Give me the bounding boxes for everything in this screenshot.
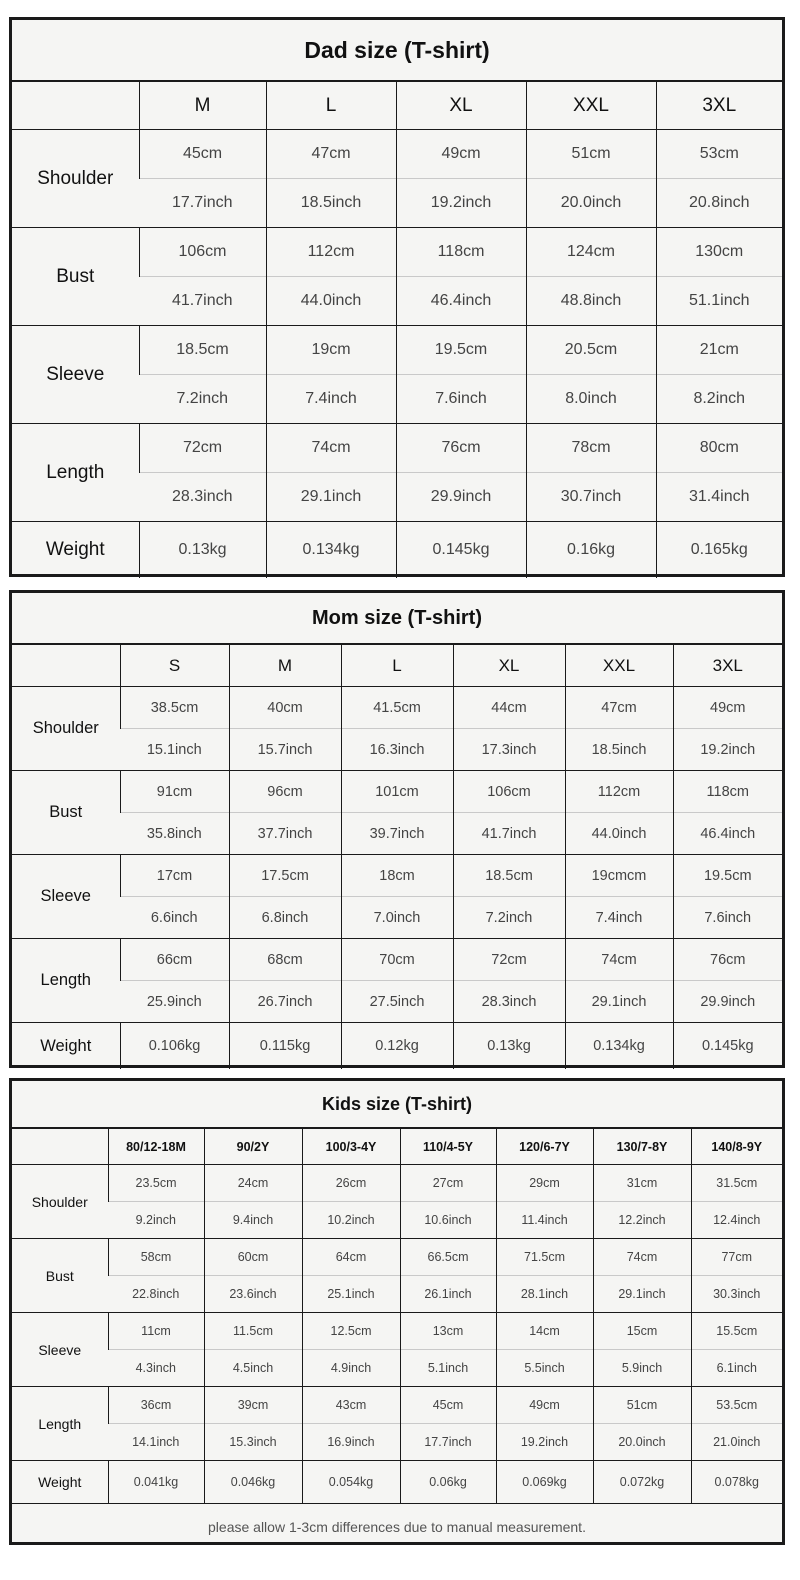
cm-value: 106cm [453,771,565,813]
cm-value: 17cm [120,855,229,897]
size-header: XXL [565,645,673,687]
inch-value: 8.2inch [656,375,782,424]
inch-value: 31.4inch [656,473,782,522]
length-inch-row [12,981,782,1023]
cm-value: 49cm [673,687,782,729]
shoulder-inch-row [12,1202,782,1239]
measurement-label: Length [12,424,139,522]
measurement-label: Bust [12,771,120,855]
inch-value: 7.0inch [341,897,453,939]
cm-value: 80cm [656,424,782,473]
inch-value: 29.1inch [266,473,396,522]
measurement-label: Length [12,939,120,1023]
cm-value: 106cm [139,228,266,277]
cm-value: 58cm [108,1239,204,1276]
inch-value: 17.7inch [400,1424,496,1461]
sleeve-cm-row [12,855,782,897]
cm-value: 72cm [139,424,266,473]
measurement-label: Bust [12,228,139,326]
cm-value: 40cm [229,687,341,729]
inch-value: 14.1inch [108,1424,204,1461]
cm-value: 76cm [396,424,526,473]
weight-value: 0.12kg [341,1023,453,1070]
cm-value: 51cm [526,130,656,179]
cm-value: 27cm [400,1165,496,1202]
cm-value: 24cm [204,1165,302,1202]
size-header: 3XL [656,82,782,130]
inch-value: 20.8inch [656,179,782,228]
inch-value: 7.6inch [673,897,782,939]
cm-value: 51cm [593,1387,691,1424]
inch-value: 7.4inch [266,375,396,424]
cm-value: 118cm [396,228,526,277]
cm-value: 130cm [656,228,782,277]
shoulder-inch-row [12,729,782,771]
size-header: M [139,82,266,130]
inch-value: 46.4inch [396,277,526,326]
inch-value: 26.7inch [229,981,341,1023]
size-header: 3XL [673,645,782,687]
measurement-label: Sleeve [12,855,120,939]
inch-value: 17.3inch [453,729,565,771]
cm-value: 39cm [204,1387,302,1424]
inch-value: 28.3inch [139,473,266,522]
shoulder-cm-row [12,687,782,729]
cm-value: 68cm [229,939,341,981]
inch-value: 11.4inch [496,1202,593,1239]
cm-value: 74cm [266,424,396,473]
cm-value: 31.5cm [691,1165,782,1202]
note-row [12,1504,782,1551]
cm-value: 17.5cm [229,855,341,897]
bust-cm-row [12,771,782,813]
inch-value: 41.7inch [139,277,266,326]
inch-value: 9.2inch [108,1202,204,1239]
size-header: 120/6-7Y [496,1129,593,1165]
inch-value: 23.6inch [204,1276,302,1313]
inch-value: 29.9inch [673,981,782,1023]
inch-value: 28.1inch [496,1276,593,1313]
cm-value: 18.5cm [453,855,565,897]
cm-value: 118cm [673,771,782,813]
inch-value: 44.0inch [266,277,396,326]
inch-value: 18.5inch [565,729,673,771]
weight-value: 0.06kg [400,1461,496,1504]
size-header: 130/7-8Y [593,1129,691,1165]
measurement-label: Shoulder [12,1165,108,1239]
inch-value: 41.7inch [453,813,565,855]
inch-value: 12.2inch [593,1202,691,1239]
bust-inch-row [12,1276,782,1313]
inch-value: 51.1inch [656,277,782,326]
inch-value: 19.2inch [673,729,782,771]
inch-value: 35.8inch [120,813,229,855]
weight-value: 0.145kg [396,522,526,579]
weight-row [12,1023,782,1070]
inch-value: 10.2inch [302,1202,400,1239]
size-header: 110/4-5Y [400,1129,496,1165]
size-header: 140/8-9Y [691,1129,782,1165]
size-header: S [120,645,229,687]
chart-title: Dad size (T-shirt) [12,20,782,82]
bust-cm-row [12,228,782,277]
cm-value: 70cm [341,939,453,981]
length-cm-row [12,424,782,473]
sleeve-inch-row [12,1350,782,1387]
size-header: 100/3-4Y [302,1129,400,1165]
cm-value: 21cm [656,326,782,375]
cm-value: 66.5cm [400,1239,496,1276]
inch-value: 27.5inch [341,981,453,1023]
size-header-row [12,82,782,130]
cm-value: 53.5cm [691,1387,782,1424]
measurement-label: Shoulder [12,130,139,228]
inch-value: 4.3inch [108,1350,204,1387]
cm-value: 64cm [302,1239,400,1276]
cm-value: 23.5cm [108,1165,204,1202]
inch-value: 6.6inch [120,897,229,939]
measurement-note: please allow 1-3cm differences due to manual measurement. [12,1504,782,1551]
size-header: XXL [526,82,656,130]
size-table [12,645,782,1069]
measurement-label: Weight [12,1461,108,1504]
dad-size-chart [9,17,785,577]
inch-value: 25.1inch [302,1276,400,1313]
cm-value: 47cm [565,687,673,729]
measurement-label: Weight [12,1023,120,1070]
inch-value: 39.7inch [341,813,453,855]
cm-value: 96cm [229,771,341,813]
cm-value: 44cm [453,687,565,729]
measurement-label: Length [12,1387,108,1461]
cm-value: 76cm [673,939,782,981]
inch-value: 15.7inch [229,729,341,771]
cm-value: 112cm [266,228,396,277]
cm-value: 101cm [341,771,453,813]
cm-value: 60cm [204,1239,302,1276]
chart-title: Kids size (T-shirt) [12,1081,782,1129]
cm-value: 72cm [453,939,565,981]
weight-value: 0.13kg [453,1023,565,1070]
cm-value: 20.5cm [526,326,656,375]
inch-value: 5.9inch [593,1350,691,1387]
cm-value: 19.5cm [396,326,526,375]
chart-title: Mom size (T-shirt) [12,593,782,645]
header-corner-cell [12,645,120,687]
cm-value: 11.5cm [204,1313,302,1350]
weight-value: 0.072kg [593,1461,691,1504]
inch-value: 7.6inch [396,375,526,424]
sleeve-inch-row [12,897,782,939]
bust-cm-row [12,1239,782,1276]
cm-value: 53cm [656,130,782,179]
size-header: XL [396,82,526,130]
cm-value: 29cm [496,1165,593,1202]
inch-value: 7.2inch [453,897,565,939]
inch-value: 16.9inch [302,1424,400,1461]
weight-row [12,522,782,579]
cm-value: 45cm [139,130,266,179]
shoulder-cm-row [12,1165,782,1202]
size-header-row [12,645,782,687]
inch-value: 4.5inch [204,1350,302,1387]
cm-value: 49cm [496,1387,593,1424]
inch-value: 4.9inch [302,1350,400,1387]
cm-value: 74cm [593,1239,691,1276]
cm-value: 41.5cm [341,687,453,729]
length-inch-row [12,1424,782,1461]
cm-value: 47cm [266,130,396,179]
weight-value: 0.046kg [204,1461,302,1504]
bust-inch-row [12,813,782,855]
measurement-label: Sleeve [12,1313,108,1387]
kids-size-chart [9,1078,785,1545]
sleeve-cm-row [12,326,782,375]
cm-value: 49cm [396,130,526,179]
cm-value: 43cm [302,1387,400,1424]
cm-value: 112cm [565,771,673,813]
cm-value: 45cm [400,1387,496,1424]
size-header-row [12,1129,782,1165]
cm-value: 19cm [266,326,396,375]
weight-value: 0.16kg [526,522,656,579]
inch-value: 5.5inch [496,1350,593,1387]
inch-value: 17.7inch [139,179,266,228]
size-header: M [229,645,341,687]
size-header: L [266,82,396,130]
cm-value: 77cm [691,1239,782,1276]
cm-value: 71.5cm [496,1239,593,1276]
measurement-label: Shoulder [12,687,120,771]
header-corner-cell [12,1129,108,1165]
cm-value: 36cm [108,1387,204,1424]
weight-value: 0.134kg [266,522,396,579]
inch-value: 37.7inch [229,813,341,855]
inch-value: 8.0inch [526,375,656,424]
inch-value: 44.0inch [565,813,673,855]
inch-value: 5.1inch [400,1350,496,1387]
size-table [12,82,782,578]
inch-value: 29.9inch [396,473,526,522]
weight-value: 0.13kg [139,522,266,579]
inch-value: 25.9inch [120,981,229,1023]
inch-value: 30.3inch [691,1276,782,1313]
inch-value: 30.7inch [526,473,656,522]
cm-value: 31cm [593,1165,691,1202]
cm-value: 38.5cm [120,687,229,729]
size-header: 80/12-18M [108,1129,204,1165]
weight-value: 0.078kg [691,1461,782,1504]
inch-value: 26.1inch [400,1276,496,1313]
inch-value: 10.6inch [400,1202,496,1239]
weight-value: 0.134kg [565,1023,673,1070]
cm-value: 124cm [526,228,656,277]
weight-row [12,1461,782,1504]
inch-value: 19.2inch [396,179,526,228]
cm-value: 18.5cm [139,326,266,375]
inch-value: 22.8inch [108,1276,204,1313]
size-table [12,1129,782,1550]
sleeve-cm-row [12,1313,782,1350]
inch-value: 12.4inch [691,1202,782,1239]
inch-value: 29.1inch [565,981,673,1023]
mom-size-chart [9,590,785,1068]
weight-value: 0.069kg [496,1461,593,1504]
cm-value: 14cm [496,1313,593,1350]
inch-value: 9.4inch [204,1202,302,1239]
cm-value: 26cm [302,1165,400,1202]
inch-value: 15.3inch [204,1424,302,1461]
size-header: XL [453,645,565,687]
inch-value: 6.8inch [229,897,341,939]
weight-value: 0.054kg [302,1461,400,1504]
inch-value: 7.2inch [139,375,266,424]
cm-value: 13cm [400,1313,496,1350]
inch-value: 48.8inch [526,277,656,326]
cm-value: 66cm [120,939,229,981]
length-cm-row [12,1387,782,1424]
measurement-label: Bust [12,1239,108,1313]
length-cm-row [12,939,782,981]
size-header: 90/2Y [204,1129,302,1165]
cm-value: 74cm [565,939,673,981]
cm-value: 18cm [341,855,453,897]
weight-value: 0.115kg [229,1023,341,1070]
cm-value: 15.5cm [691,1313,782,1350]
header-corner-cell [12,82,139,130]
weight-value: 0.041kg [108,1461,204,1504]
cm-value: 19cmcm [565,855,673,897]
inch-value: 6.1inch [691,1350,782,1387]
inch-value: 46.4inch [673,813,782,855]
cm-value: 12.5cm [302,1313,400,1350]
inch-value: 19.2inch [496,1424,593,1461]
inch-value: 29.1inch [593,1276,691,1313]
size-header: L [341,645,453,687]
inch-value: 16.3inch [341,729,453,771]
inch-value: 28.3inch [453,981,565,1023]
shoulder-cm-row [12,130,782,179]
inch-value: 7.4inch [565,897,673,939]
inch-value: 15.1inch [120,729,229,771]
cm-value: 11cm [108,1313,204,1350]
cm-value: 15cm [593,1313,691,1350]
weight-value: 0.106kg [120,1023,229,1070]
weight-value: 0.165kg [656,522,782,579]
cm-value: 78cm [526,424,656,473]
inch-value: 18.5inch [266,179,396,228]
measurement-label: Sleeve [12,326,139,424]
inch-value: 20.0inch [526,179,656,228]
weight-value: 0.145kg [673,1023,782,1070]
cm-value: 91cm [120,771,229,813]
inch-value: 21.0inch [691,1424,782,1461]
inch-value: 20.0inch [593,1424,691,1461]
measurement-label: Weight [12,522,139,579]
cm-value: 19.5cm [673,855,782,897]
